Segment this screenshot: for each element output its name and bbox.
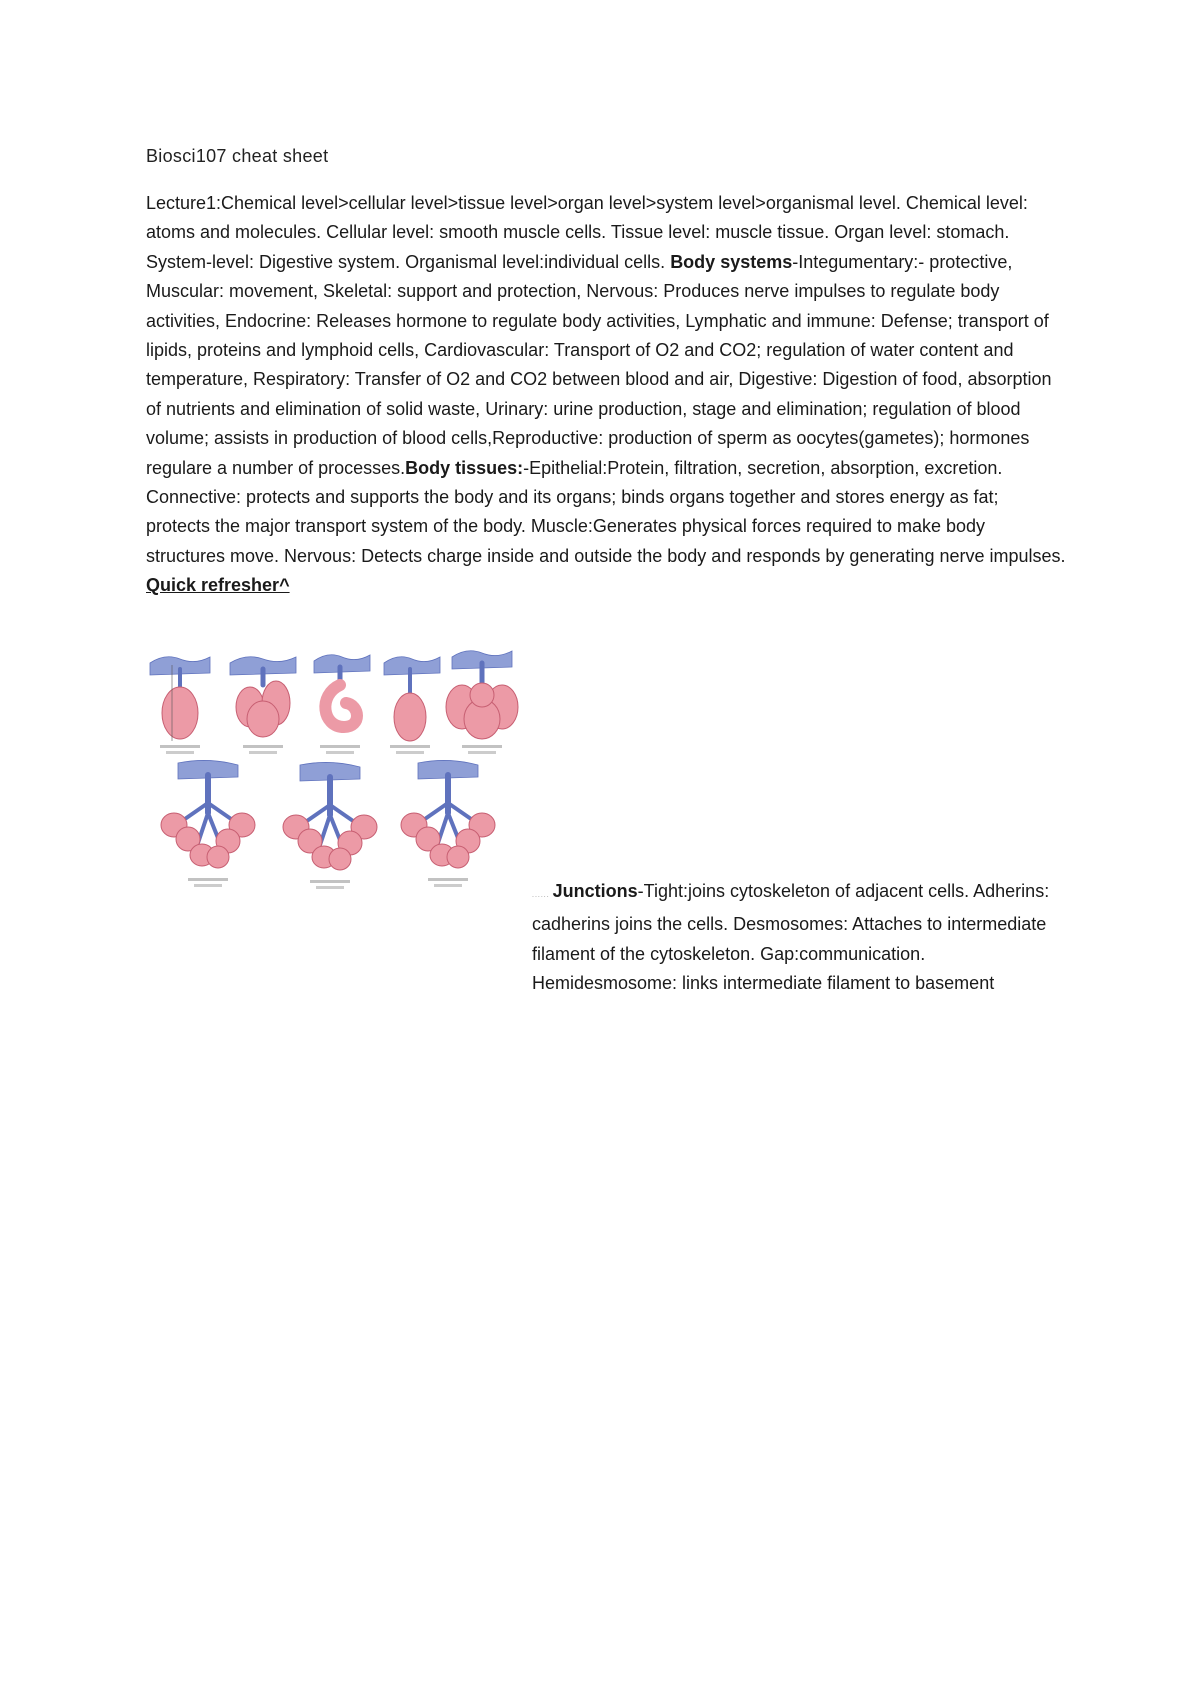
gland-duct <box>304 805 330 823</box>
caption-smudge <box>320 745 360 748</box>
gland-lobe <box>394 693 426 741</box>
caption-smudge <box>249 751 277 754</box>
junctions-label: Junctions <box>552 881 638 901</box>
gland-lobe <box>470 683 494 707</box>
quick-refresher-link[interactable]: Quick refresher^ <box>146 575 290 596</box>
body-systems-label: Body systems <box>670 251 793 272</box>
gland-lobe <box>247 701 279 737</box>
gland-diagrams <box>148 645 558 895</box>
caption-leader: ...... <box>532 892 553 899</box>
caption-smudge <box>462 745 502 748</box>
caption-smudge <box>160 745 200 748</box>
caption-smudge <box>166 751 194 754</box>
junctions-text: -Tight:joins cytoskeleton of adjacent cells. Adherins: cadherins joins the cells. Desmosomes: Attaches to intermediate filament of the cytoskeleton. Gap:communication. Hemidesmosome: links intermediate filament to basement <box>532 881 1050 994</box>
gland-lobe <box>329 848 351 870</box>
junctions-paragraph <box>146 877 1066 999</box>
lecture-paragraph <box>146 189 1066 601</box>
body-systems-text: -Integumentary:- protective, Muscular: movement, Skeletal: support and protection, Nervous: Produces nerve impulses to regulate body activities, Endocrine: Releases hormone to regulate body activities, Lymphatic and immune: Defense; transport of lipids, proteins and lymphoid cells, Cardiovascular: Transport of O2 and CO2; regulation of water content and temperature, Respiratory: Transfer of O2 and CO2 between blood and air, Digestive: Digestion of food, absorption of nutrients and elimination of solid waste, Urinary: urine production, stage and elimination; regulation of blood volume; assists in production of blood cells,Reproductive: production of sperm as oocytes(gametes); hormones regulare a number of processes. <box>146 251 1052 478</box>
caption-smudge <box>396 751 424 754</box>
page-title: Biosci107 cheat sheet <box>146 146 329 166</box>
gland-duct <box>182 803 208 821</box>
caption-smudge <box>468 751 496 754</box>
caption-smudge <box>390 745 430 748</box>
body-tissues-text: -Epithelial:Protein, filtration, secretion, absorption, excretion. Connective: protects and supports the body and its organs; binds organs together and stores energy as fat; protects the major transport system of the body. Muscle:Generates physical forces required to make body structures move. Nervous: Detects charge inside and outside the body and responds by generating nerve impulses. <box>146 457 1066 566</box>
gland-lobe <box>447 846 469 868</box>
coiled-gland <box>325 685 357 727</box>
caption-smudge <box>243 745 283 748</box>
body-tissues-label: Body tissues: <box>405 457 524 478</box>
exocrine-gland-figure <box>148 645 558 895</box>
lecture-intro: Lecture1:Chemical level>cellular level>tissue level>organ level>system level>organismal level. Chemical level: atoms and molecules. Cellular level: smooth muscle cells. Tissue level: muscle tissue. Organ level: stomach. System-level: Digestive system. Organismal level:individual cells. <box>146 193 1028 272</box>
caption-smudge <box>326 751 354 754</box>
gland-lobe <box>162 687 198 739</box>
gland-lobe <box>207 846 229 868</box>
gland-duct <box>422 803 448 821</box>
